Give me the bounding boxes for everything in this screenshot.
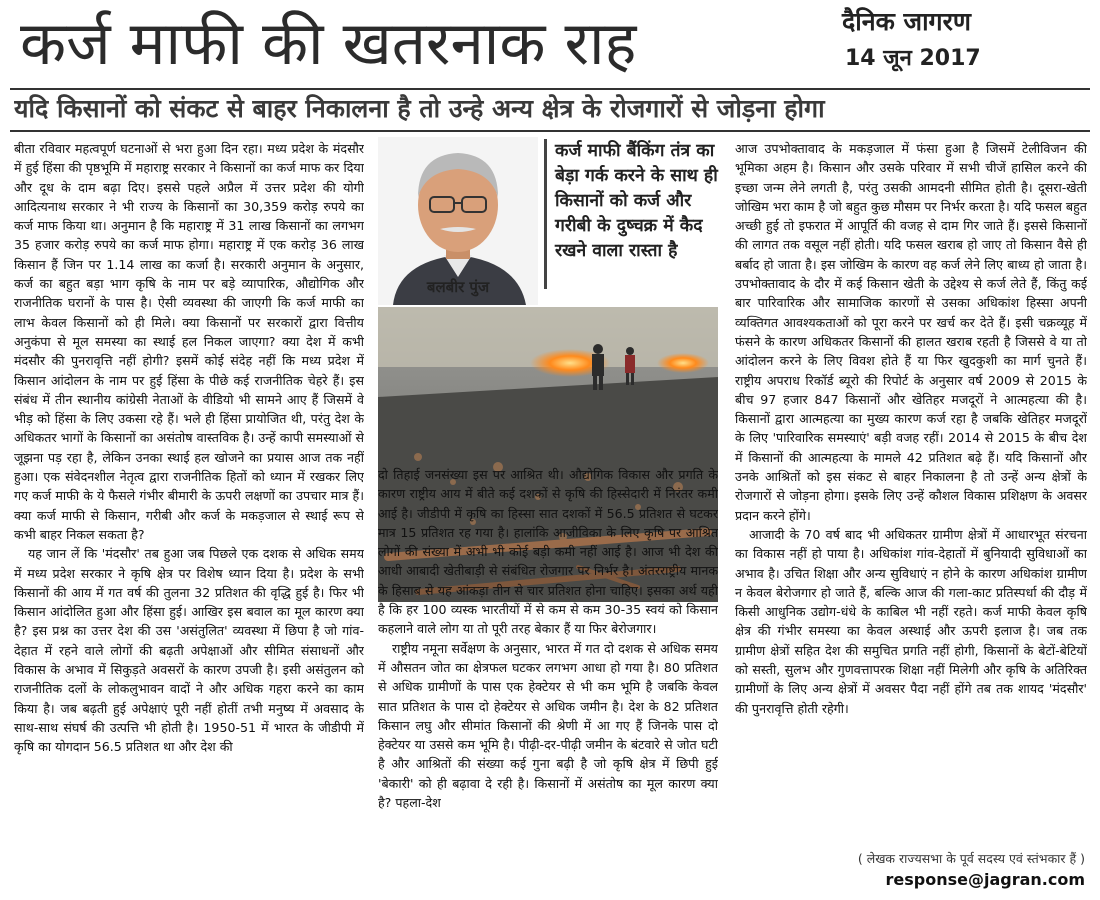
column-1: [14, 139, 364, 894]
paragraph: बीता रविवार महत्वपूर्ण घटनाओं से भरा हुआ दिन रहा। मध्य प्रदेश के मंदसौर में हुई हिंसा की पृष्ठभूमि में महाराष्ट्र सरकार ने किसानों का कर्ज माफ कर दिया और दूध के दाम बढ़ा दिए। इससे पहले अप्रैल में उत्तर प्रदेश की योगी आदित्यनाथ सरकार ने भी राज्य के किसानों का 30,359 करोड़ रुपये का कर्ज माफ किया था। अनुमान है कि महाराष्ट्र में 31 लाख किसानों का लगभग 35 हजार करोड़ रुपये का कर्ज माफ होगा। महाराष्ट्र में एक करोड़ 36 लाख किसान हैं जिन पर 1.14 लाख का कर्जा है। सरकारी अनुमान के अनुसार, कर्ज का बहुत बड़ा भाग कृषि के नाम पर बड़े व्यापारिक, औद्योगिक और राजनीतिक घरानों के पास है। ऐसी व्यवस्था की जाएगी कि कर्ज माफी का लाभ केवल किसानों को ही मिले। क्या किसानों पर सरकारों द्वारा वित्तीय अनुकंपा से मूल समस्या का स्थाई हल निकल जाएगा? क्या देश में कभी मंदसौर की पुनरावृत्ति नहीं होगी? इसमें कोई संदेह नहीं कि मध्य प्रदेश में किसान आंदोलन के नाम पर हुई हिंसा के पीछे कई राजनीतिक चेहरे हैं। इस संबंध में तीन स्थानीय कांग्रेसी नेताओं के वीडियो भी सामने आए हैं जिसमें वे भीड़ को हिंसा के लिए उकसा रहे हैं। भले ही हिंसा प्रायोजित थी, परंतु देश के अधिकतर भागों के किसानों का असंतोष वास्तविक है। उन्हें कापी समस्याओं से जूझना पड़ रहा है, लेकिन उनका स्थाई हल खोजने का प्रयास आज तक नहीं हुआ। एक संवेदनशील नेतृत्व द्वारा राजनीतिक हितों को ध्यान में रखकर लिए गए कर्ज माफी के ये फैसले गंभीर बीमारी के ऊपरी लक्षणों का उपचार मात्र हैं। क्या कर्ज माफी से किसान, गरीबी और कर्ज के मकड़जाल से स्थाई रूप से कभी बाहर निकल सकता है?: [14, 141, 364, 542]
author-name: बलबीर पुंज: [426, 278, 490, 296]
pull-quote: कर्ज माफी बैंकिंग तंत्र का बेड़ा गर्क करने के साथ ही किसानों को कर्ज और गरीबी के दुष्चक्र में कैद रखने वाला रास्ता है: [544, 139, 727, 289]
headline: कर्ज माफी की खतरनाक राह: [20, 9, 637, 79]
feature-block: [378, 137, 718, 462]
paragraph: राष्ट्रीय नमूना सर्वेक्षण के अनुसार, भारत में गत दो दशक से अधिक समय में औसतन जोत का क्षेत्रफल घटकर लगभग आधा हो गया है। 80 प्रतिशत से अधिक ग्रामीणों के पास एक हेक्टेयर से भी कम भूमि है जबकि केवल सात प्रतिशत के पास दो हेक्टेयर से अधिक जमीन है। देश के 82 प्रतिशत किसान लघु और सीमांत किसानों की श्रेणी में आ गए हैं जिनके पास दो हेक्टेयर या उससे कम भूमि है। पीढ़ी-दर-पीढ़ी जमीन के बंटवारे से जोत घटी है और आश्रितों की संख्या कई गुना बढ़ी है जो कृषि क्षेत्र में छिपी हुई 'बेकारी' को ही बढ़ावा दे रही है। किसानों में असंतोष का मूल कारण क्या है? पहला-देश: [378, 640, 718, 811]
paragraph: आजादी के 70 वर्ष बाद भी अधिकतर ग्रामीण क्षेत्रों में आधारभूत संरचना का विकास नहीं हो पाया है। अधिकांश गांव-देहातों में बुनियादी सुविधाओं का अभाव है। उचित शिक्षा और अन्य सुविधाएं न होने के कारण अधिकांश ग्रामीण न केवल बेरोजगार हो जाते हैं, बल्कि आज की गला-काट प्रतिस्पर्धा की दौड़ में किसी आधुनिक उद्योग-धंधे के काबिल भी नहीं रहते। कर्ज माफी केवल कृषि क्षेत्र की गंभीर समस्या का केवल अस्थाई और ऊपरी इलाज है। जब तक ग्रामीण क्षेत्रों सहित देश की समुचित प्रगति नहीं होगी, किसानों के बेटों-बेटियों को सस्ती, सुलभ और गुणवत्तापरक शिक्षा नहीं मिलेगी और कृषि के अतिरिक्त ग्रामीणों के लिए अन्य क्षेत्रों में अवसर पैदा नहीं होंगे तब तक शायद 'मंदसौर' की पुनरावृत्ति होती रहेगी।: [735, 526, 1087, 716]
column-3: [735, 139, 1087, 869]
paragraph: यह जान लें कि 'मंदसौर' तब हुआ जब पिछले एक दशक से अधिक समय में मध्य प्रदेश सरकार ने कृषि क्षेत्र पर विशेष ध्यान दिया है। प्रदेश के सभी किसानों की आय में गत वर्ष की तुलना 32 प्रतिशत की वृद्धि हुई है। फिर भी किसान आंदोलित हुआ और हिंसा हुई। आखिर इस बवाल का मूल कारण क्या है? इस प्रश्न का उत्तर देश की उस 'असंतुलित' व्यवस्था में छिपा है जो गांव-देहात में रहने वाले लोगों की बढ़ती अपेक्षाओं और सीमित संसाधनों और विकास के अभाव में सिकुड़ते अवसरों के कारण उपजी है। इसी असंतुलन को राजनीतिक दलों के लोकलुभावन वादों ने और अधिक गहरा करने का काम किया है। जब बढ़ती हुई अपेक्षाएं पूरी नहीं होतीं तभी मनुष्य में अवसाद के साथ-साथ संघर्ष की उत्पत्ति भी होती है। 1950-51 में भारत के जीडीपी में कृषि का योगदान 56.5 प्रतिशत था और देश की: [14, 546, 364, 755]
author-note: ( लेखक राज्यसभा के पूर्व सदस्य एवं स्तंभकार हैं ): [857, 851, 1085, 866]
paragraph: आज उपभोक्तावाद के मकड़जाल में फंसा हुआ है जिसमें टेलीविजन की भूमिका अहम है। किसान और उसके परिवार में सभी चीजें हासिल करने की इच्छा जन्म लेने लगती है, परंतु उसकी आमदनी सीमित होती है। दूसरा-खेती जोखिम भरा काम है जो बहुत कुछ मौसम पर निर्भर करता है। यदि फसल बहुत अच्छी हुई तो इफरात में आपूर्ति की वजह से दाम गिर जाते हैं। इससे किसानों की लागत तक वसूल नहीं होती। यदि फसल खराब हो जाए तो किसान वैसे ही बर्बाद हो जाता है। इस जोखिम के कारण वह कर्ज लेने लिए बाध्य हो जाता है। उपभोक्तावाद के दौर में कई किसान खेती के उद्देश्य से कर्ज लेते हैं, किंतु कई बार पारिवारिक और सामाजिक कारणों से उसका अधिकांश हिस्सा अपनी व्यक्तिगत आवश्यकताओं को पूरा करने पर खर्च कर देते हैं। इसी चक्रव्यूह में फंसने के कारण अधिकतर किसानों की हालत खराब रहती है जिससे वे या तो आंदोलन करने के लिए विवश होते हैं या फिर खुदकुशी का मार्ग चुनते हैं। राष्ट्रीय अपराध रिकॉर्ड ब्यूरो की रिपोर्ट के अनुसार वर्ष 2009 से 2015 के बीच 97 हजार 847 किसानों और खेतिहर मजदूरों ने आत्महत्या की है। किसानों द्वारा आत्महत्या का मुख्य कारण कर्ज रहा है जबकि खेतिहर मजदूरों के लिए 'पारिवारिक समस्याएं' बड़ी वजह रहीं। 2014 से 2015 के बीच देश में किसानों की आत्महत्या के मामले 42 प्रतिशत बढ़े हैं। यदि किसानों और उनके आश्रितों को इस संकट से बाहर निकालना है तो उन्हें अन्य क्षेत्रों के रोजगारों से जोड़ना होगा। इसके लिए उन्हें कौशल विकास प्रशिक्षण के अवसर प्रदान करने होंगे।: [735, 141, 1087, 523]
paragraph: दो तिहाई जनसंख्या इस पर आश्रित थी। औद्योगिक विकास और प्रगति के कारण राष्ट्रीय आय में बीते कई दशकों से कृषि की हिस्सेदारी में निरंतर कमी आई है। जीडीपी में कृषि का हिस्सा सात दशकों में 56.5 प्रतिशत से घटकर मात्र 15 प्रतिशत रह गया है। हालांकि आजीविका के लिए कृषि पर आश्रित लोगों की संख्या में अभी भी कोई बड़ी कमी नहीं आई है। आज भी देश की आधी आबादी खेतीबाड़ी से संबंधित रोजगार पर निर्भर है। अंतरराष्ट्रीय मानक के हिसाब से यह आंकड़ा तीन से चार प्रतिशत होना चाहिए। इसका अर्थ यही है कि हर 100 व्यस्क भारतीयों में से कम से कम 30-35 स्वयं को किसान कहलाने वाले लोग या तो पूरी तरह बेकार हैं या फिर बेरोजगार।: [378, 467, 718, 637]
top-rule: [10, 88, 1090, 90]
masthead: दैनिक जागरण: [842, 7, 971, 36]
column-2: [378, 465, 718, 890]
dateline: 14 जून 2017: [845, 46, 981, 71]
author-portrait: [378, 137, 538, 305]
subheadline: यदि किसानों को संकट से बाहर निकालना है तो उन्हे अन्य क्षेत्र के रोजगारों से जोड़ना होगा: [14, 94, 825, 123]
sub-rule: [10, 130, 1090, 132]
response-email: response@jagran.com: [885, 870, 1085, 889]
